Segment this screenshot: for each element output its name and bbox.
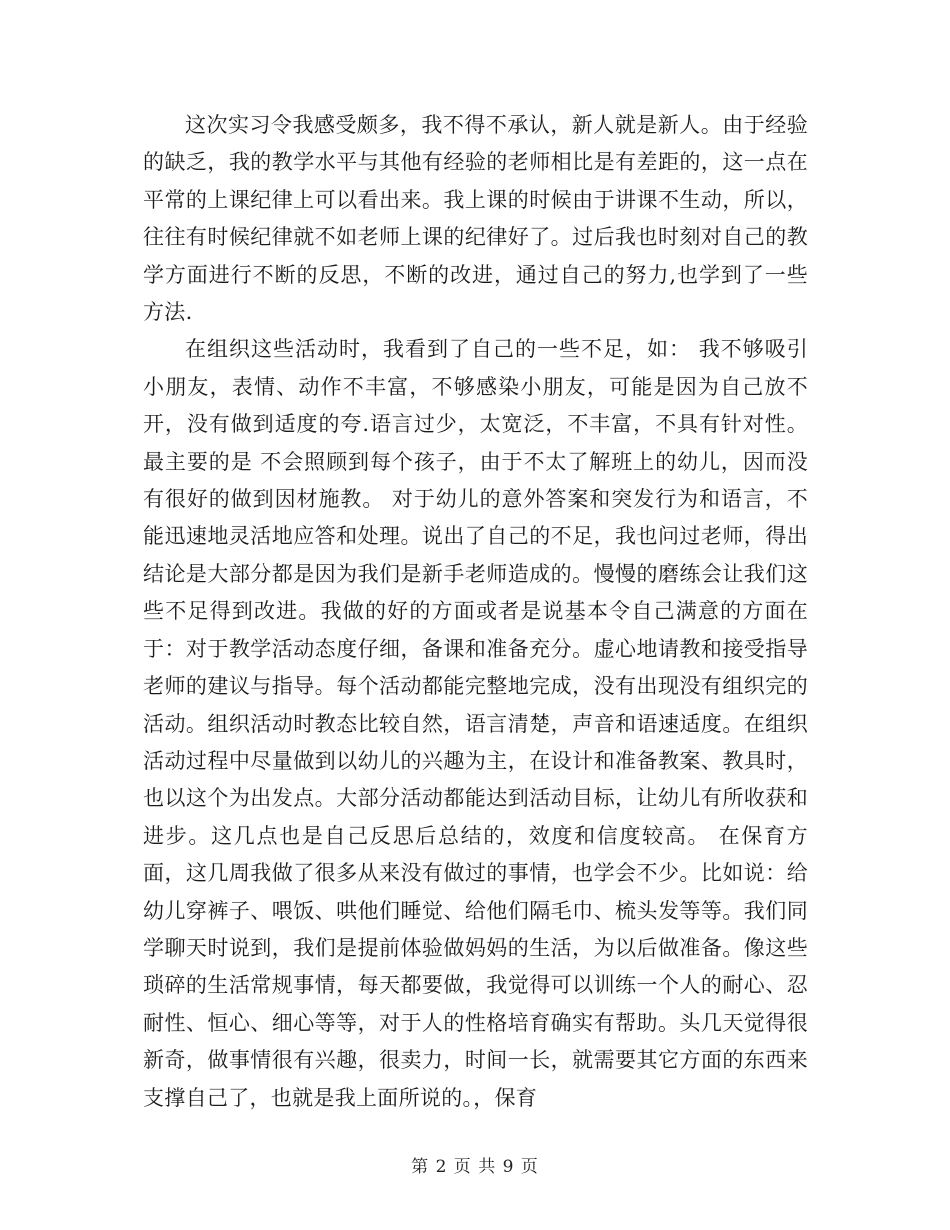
page-number: 第 2 页 共 9 页 xyxy=(411,1157,539,1177)
page-footer xyxy=(0,1152,950,1177)
document-body xyxy=(143,107,808,1117)
paragraph-1: 这次实习令我感受颇多，我不得不承认，新人就是新人。由于经验的缺乏，我的教学水平与其他有经验的老师相比是有差距的，这一点在平常的上课纪律上可以看出来。我上课的时候由于讲课不生动，所以，往往有时候纪律就不如老师上课的纪律好了。过后我也时刻对自己的教学方面进行不断的反思，不断的改进，通过自己的努力,也学到了一些方法. xyxy=(143,113,808,325)
paragraph-2: 在组织这些活动时，我看到了自己的一些不足，如： 我不够吸引小朋友，表情、动作不丰富，不够感染小朋友，可能是因为自己放不开，没有做到适度的夸.语言过少，太宽泛，不丰富，不具有针对性。最主要的是 不会照顾到每个孩子，由于不太了解班上的幼儿，因而没有很好的做到因材施教。 对于幼儿的意外答案和突发行为和语言，不能迅速地灵活地应答和处理。说出了自己的不足，我也问过老师，得出结论是大部分都是因为我们是新手老师造成的。慢慢的磨练会让我们这些不足得到改进。我做的好的方面或者是说基本令自己满意的方面在于：对于教学活动态度仔细，备课和准备充分。虚心地请教和接受指导老师的建议与指导。每个活动都能完整地完成，没有出现没有组织完的活动。组织活动时教态比较自然，语言清楚，声音和语速适度。在组织活动过程中尽量做到以幼儿的兴趣为主，在设计和准备教案、教具时，也以这个为出发点。大部分活动都能达到活动目标，让幼儿有所收获和进步。这几点也是自己反思后总结的，效度和信度较高。 在保育方面，这几周我做了很多从来没有做过的事情，也学会不少。比如说：给幼儿穿裤子、喂饭、哄他们睡觉、给他们隔毛巾、梳头发等等。我们同学聊天时说到，我们是提前体验做妈妈的生活，为以后做准备。像这些琐碎的生活常规事情，每天都要做，我觉得可以训练一个人的耐心、忍耐性、恒心、细心等等，对于人的性格培育确实有帮助。头几天觉得很新奇，做事情很有兴趣，很卖力，时间一长，就需要其它方面的东西来支撑自己了，也就是我上面所说的。，保育 xyxy=(143,337,808,1110)
